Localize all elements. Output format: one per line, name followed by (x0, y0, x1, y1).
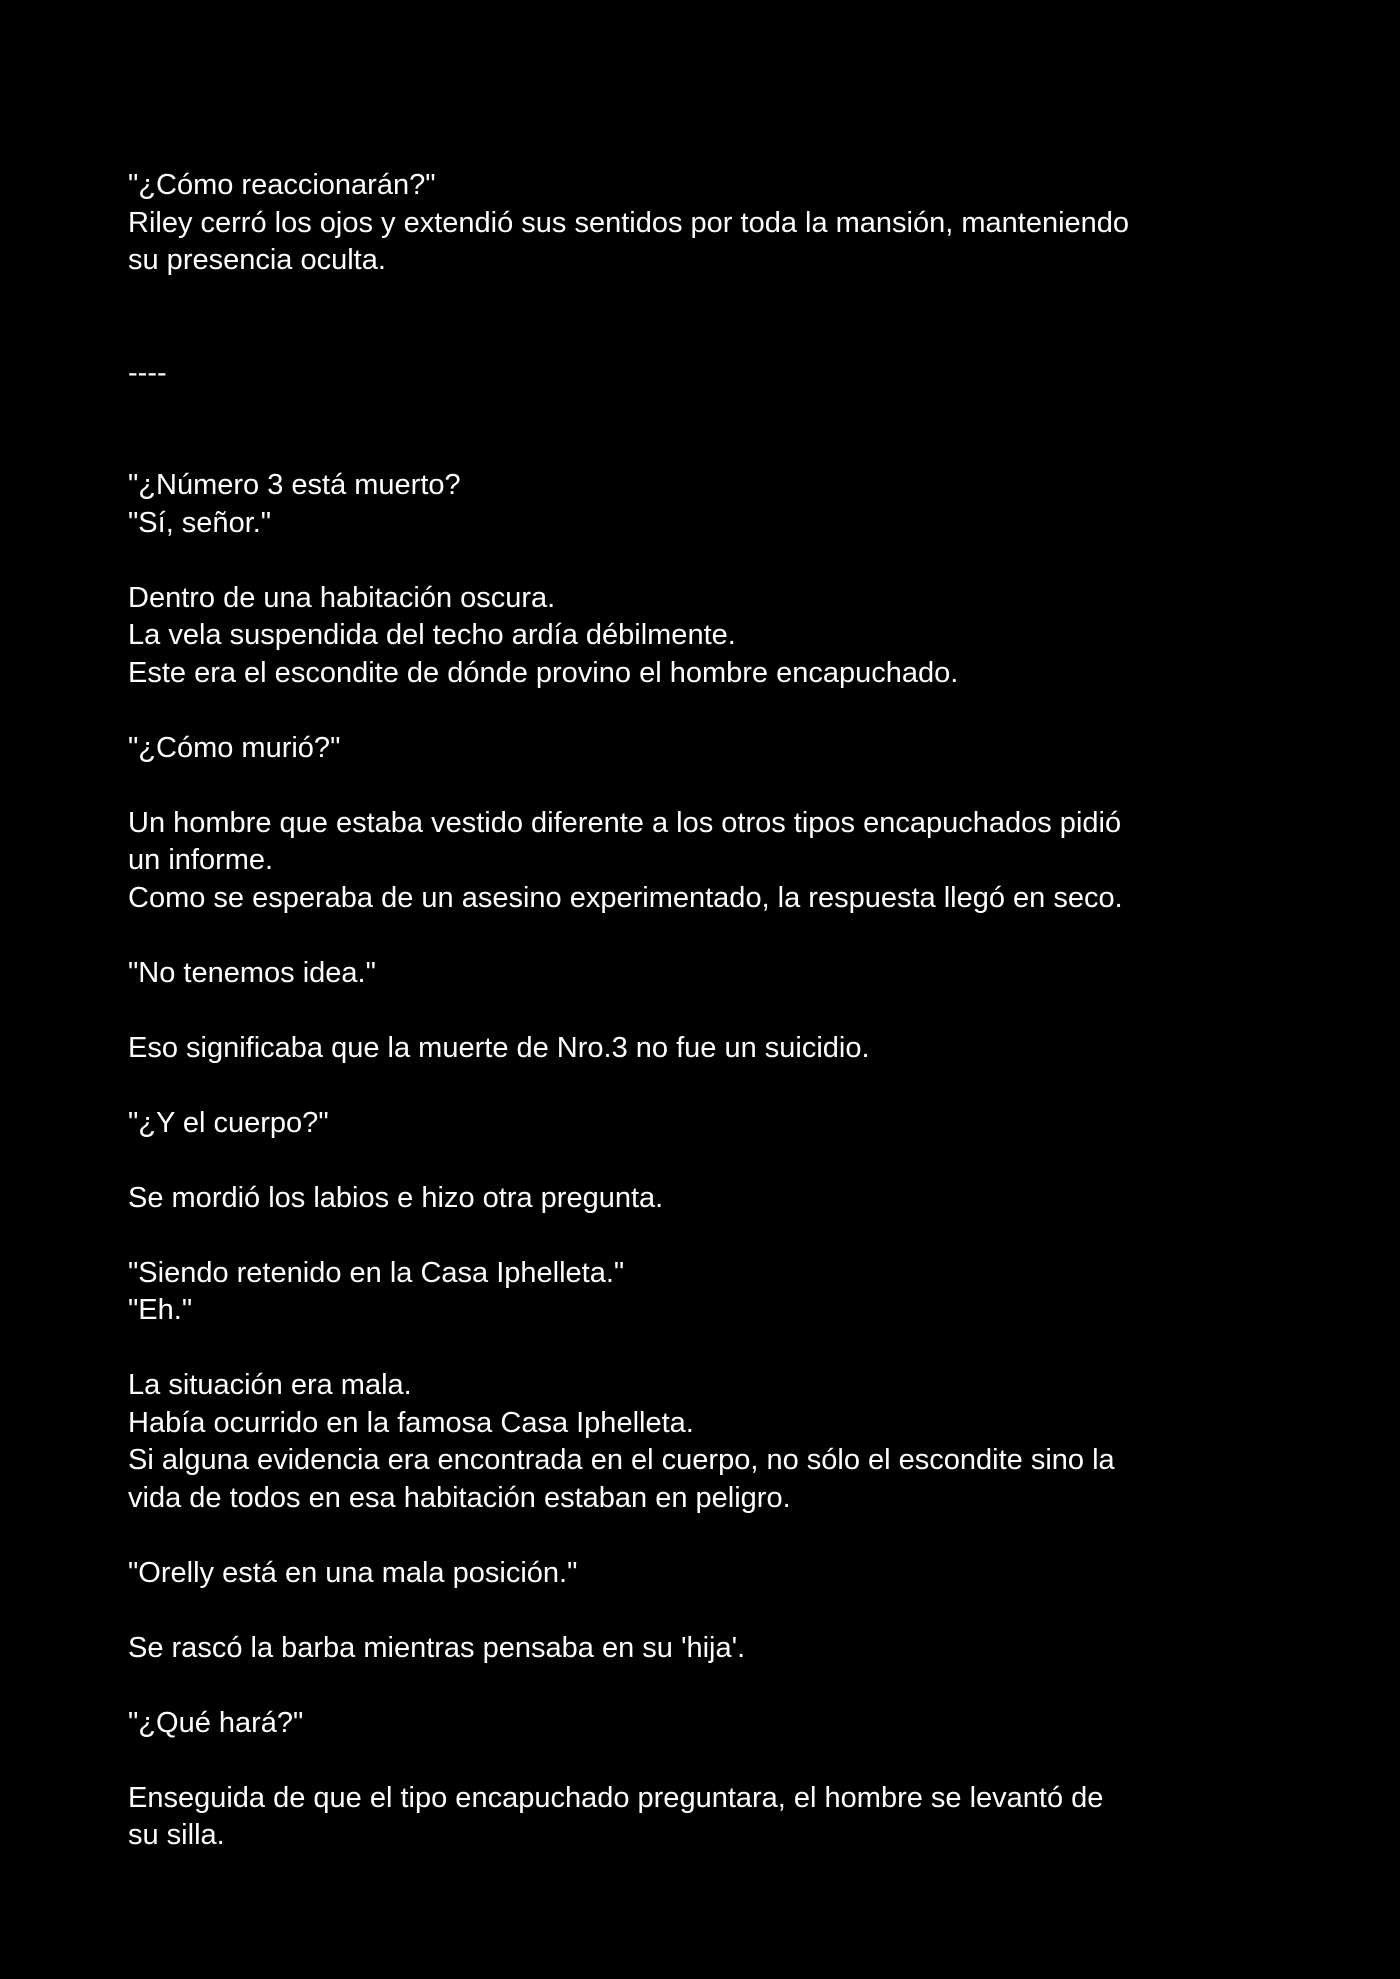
text-line: "¿Cómo murió?" (128, 731, 341, 764)
text-line: ---- (128, 356, 167, 389)
paragraph (128, 1367, 1288, 1517)
text-line: La situación era mala. (128, 1369, 412, 1401)
paragraph (128, 805, 1288, 918)
paragraph (128, 1180, 1288, 1218)
dialogue (128, 1705, 1288, 1743)
text-line: Como se esperaba de un asesino experimentado, la respuesta llegó en seco. (128, 881, 1123, 914)
paragraph (128, 580, 1288, 693)
paragraph (128, 167, 1288, 280)
text-line: Dentro de una habitación oscura. (128, 581, 556, 614)
text-line: Había ocurrido en la famosa Casa Iphelleta. (128, 1406, 694, 1439)
text-line: Eso significaba que la muerte de Nro.3 no fue un suicidio. (128, 1031, 870, 1064)
text-line: Se rascó la barba mientras pensaba en su 'hija'. (128, 1631, 746, 1664)
text-line: vida de todos en esa habitación estaban en peligro. (128, 1481, 791, 1514)
paragraph (128, 1780, 1288, 1855)
paragraph (128, 1030, 1288, 1068)
text-line: un informe. (128, 844, 274, 876)
text-line: Si alguna evidencia era encontrada en el cuerpo, no sólo el escondite sino la (128, 1444, 1115, 1476)
text-line: "Siendo retenido en la Casa Iphelleta." (128, 1256, 625, 1289)
text-line: "¿Cómo reaccionarán?" (128, 169, 436, 201)
text-line: "Orelly está en una mala posición." (128, 1556, 578, 1589)
text-line: su silla. (128, 1819, 225, 1851)
dialogue (128, 467, 1288, 542)
dialogue (128, 1255, 1288, 1330)
text-line: "¿Número 3 está muerto? (128, 469, 461, 501)
text-line: La vela suspendida del techo ardía débilmente. (128, 619, 736, 651)
text-line: Riley cerró los ojos y extendió sus sentidos por toda la mansión, manteniendo (128, 206, 1130, 239)
text-line: "¿Y el cuerpo?" (128, 1106, 329, 1139)
dialogue (128, 955, 1288, 993)
text-line: Enseguida de que el tipo encapuchado preguntara, el hombre se levantó de (128, 1781, 1104, 1814)
document-body (128, 167, 1288, 1855)
text-line: Este era el escondite de dónde provino el hombre encapuchado. (128, 656, 959, 689)
text-line: "¿Qué hará?" (128, 1706, 304, 1739)
dialogue (128, 1105, 1288, 1143)
text-line: "No tenemos idea." (128, 956, 376, 989)
paragraph (128, 1630, 1288, 1668)
text-line: su presencia oculta. (128, 244, 386, 276)
dialogue (128, 730, 1288, 768)
text-line: "Eh." (128, 1294, 193, 1326)
scene-separator (128, 355, 1288, 393)
text-line: Se mordió los labios e hizo otra pregunta. (128, 1181, 664, 1214)
text-line: "Sí, señor." (128, 506, 272, 539)
dialogue (128, 1555, 1288, 1593)
text-line: Un hombre que estaba vestido diferente a los otros tipos encapuchados pidió (128, 806, 1122, 839)
